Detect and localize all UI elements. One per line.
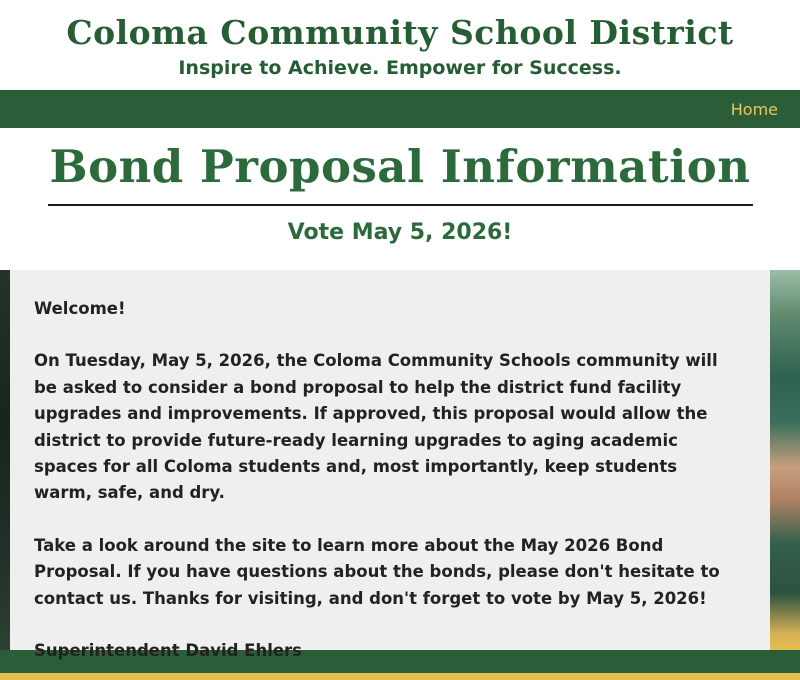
background-photo-left-edge: [0, 270, 10, 650]
background-photo-right-edge: [770, 270, 800, 650]
site-tagline: Inspire to Achieve. Empower for Success.: [178, 57, 622, 80]
nav-link-home[interactable]: Home: [730, 99, 778, 119]
footer-gold-bar: [0, 673, 800, 680]
greeting-text: Welcome!: [34, 299, 126, 318]
page-subtitle: Vote May 5, 2026!: [287, 219, 513, 245]
welcome-paragraph-1: On Tuesday, May 5, 2026, the Coloma Community Schools community will be asked to consider a bond proposal to help the district fund facility upgrades and improvements. If approved, this proposal would allow the district to provide future-ready learning upgrades to aging academic spaces for all Coloma students and, most importantly, keep students warm, safe, and dry.: [34, 351, 718, 503]
page-title-section: [0, 128, 800, 270]
signature-text: Superintendent David Ehlers: [34, 640, 302, 660]
title-divider: [48, 204, 753, 206]
page-title: Bond Proposal Information: [49, 140, 751, 193]
site-header: [0, 0, 800, 90]
welcome-message-panel: [10, 270, 770, 660]
main-navbar: [0, 90, 800, 128]
main-section: [0, 270, 800, 660]
site-title: Coloma Community School District: [66, 12, 734, 52]
welcome-paragraph-2: Take a look around the site to learn more about the May 2026 Bond Proposal. If you have questions about the bonds, please don't hesitate to contact us. Thanks for visiting, and don't forget to vote by May 5, 2026!: [34, 535, 720, 608]
